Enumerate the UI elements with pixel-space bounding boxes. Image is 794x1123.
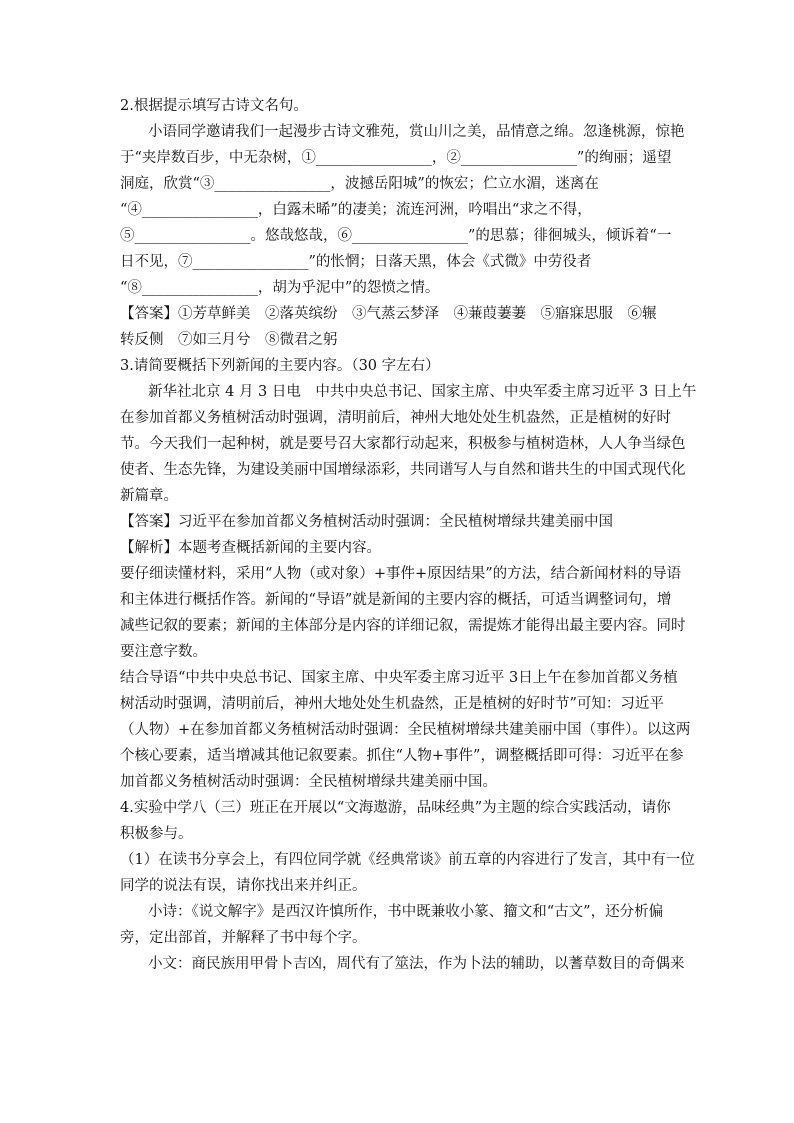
paragraph-line: 于“夹岸数百步，中无杂树，①________________，②________________”的绚丽；遥望 (120, 150, 672, 166)
news-line: 节。今天我们一起种树，就是要号召大家都行动起来，积极参与植树造林，人人争当绿色 (120, 436, 686, 452)
question-4-title: 4.实验中学八（三）班正在开展以“文海遨游，品味经典”为主题的综合实践活动，请你 (120, 800, 671, 816)
answer-line: 转反侧 ⑦如三月兮 ⑧微君之躬 (120, 332, 338, 348)
analysis-line: 加首都义务植树活动时强调：全民植树增绿共建美丽中国。 (120, 774, 497, 790)
news-line: 新华社北京 4 月 3 日电 中共中央总书记、国家主席、中央军委主席习近平 3 日上午 (148, 384, 697, 400)
analysis-line: 结合导语“中共中央总书记、国家主席、中央军委主席习近平 3日上午在参加首都义务植 (120, 670, 678, 686)
subquestion-line: 同学的说法有误，请你找出来并纠正。 (120, 878, 367, 894)
paragraph-line: 小语同学邀请我们一起漫步古诗文雅苑，赏山川之美，品情意之绵。忽逢桃源，惊艳 (148, 124, 685, 140)
question-3-title: 3.请简要概括下列新闻的主要内容。（30 字左右） (120, 358, 440, 374)
student-statement-line: 小文：商民族用甲骨卜吉凶，周代有了筮法，作为卜法的辅助，以蓍草数目的奇偶来 (148, 956, 685, 972)
analysis-line: 要仔细读懂材料，采用“人物（或对象）+事件+原因结果”的方法，结合新闻材料的导语 (120, 566, 682, 582)
analysis-line: 减些记叙的要素；新闻的主体部分是内容的详细记叙，需提炼才能得出最主要内容。同时 (120, 618, 686, 634)
analysis-line: 树活动时强调，清明前后，神州大地处处生机盎然，正是植树的好时节”可知：习近平 (120, 696, 664, 712)
answer-line: 【答案】习近平在参加首都义务植树活动时强调：全民植树增绿共建美丽中国 (120, 514, 613, 530)
analysis-line: （人物）+在参加首都义务植树活动时强调：全民植树增绿共建美丽中国（事件）。以这两 (120, 722, 691, 738)
analysis-line: 要注意字数。 (120, 644, 207, 660)
paragraph-line: 洞庭，欣赏“③________________，波撼岳阳城”的恢宏；伫立水湄，迷离在 (120, 176, 599, 192)
analysis-line: 和主体进行概括作答。新闻的“导语”就是新闻的主要内容的概括，可适当调整词句，增 (120, 592, 672, 608)
analysis-line: 个核心要素，适当增减其他记叙要素。抓住“人物+事件”，调整概括即可得：习近平在参 (120, 748, 684, 764)
student-statement-line: 旁，定出部首，并解释了书中每个字。 (120, 930, 367, 946)
answer-line: 【答案】①芳草鲜美 ②落英缤纷 ③气蒸云梦泽 ④蒹葭萋萋 ⑤寤寐思服 ⑥辗 (120, 306, 657, 322)
paragraph-line: ⑤________________。悠哉悠哉，⑥________________”的思慕；徘徊城头，倾诉着“一 (120, 228, 672, 244)
paragraph-line: “⑧________________，胡为乎泥中”的怨愤之情。 (120, 280, 440, 296)
paragraph-line: “④________________，白露未晞”的凄美；流连河洲，吟唱出“求之不得， (120, 202, 592, 218)
news-line: 在参加首都义务植树活动时强调，清明前后，神州大地处处生机盎然，正是植树的好时 (120, 410, 671, 426)
analysis-line: 【解析】本题考查概括新闻的主要内容。 (120, 540, 381, 556)
question-2-title: 2.根据提示填写古诗文名句。 (120, 98, 308, 114)
news-line: 使者、生态先锋，为建设美丽中国增绿添彩，共同谱写人与自然和谐共生的中国式现代化 (120, 462, 686, 478)
student-statement-line: 小诗：《说文解字》是西汉许慎所作，书中既兼收小篆、籀文和“古文”，还分析偏 (148, 904, 664, 920)
news-line: 新篇章。 (120, 488, 178, 504)
paragraph-line: 日不见，⑦________________”的怅惘；日落天黑，体会《式微》中劳役者 (120, 254, 592, 270)
question-4-title: 积极参与。 (120, 826, 193, 842)
subquestion-line: （1）在读书分享会上，有四位同学就《经典常谈》前五章的内容进行了发言，其中有一位 (120, 852, 695, 868)
